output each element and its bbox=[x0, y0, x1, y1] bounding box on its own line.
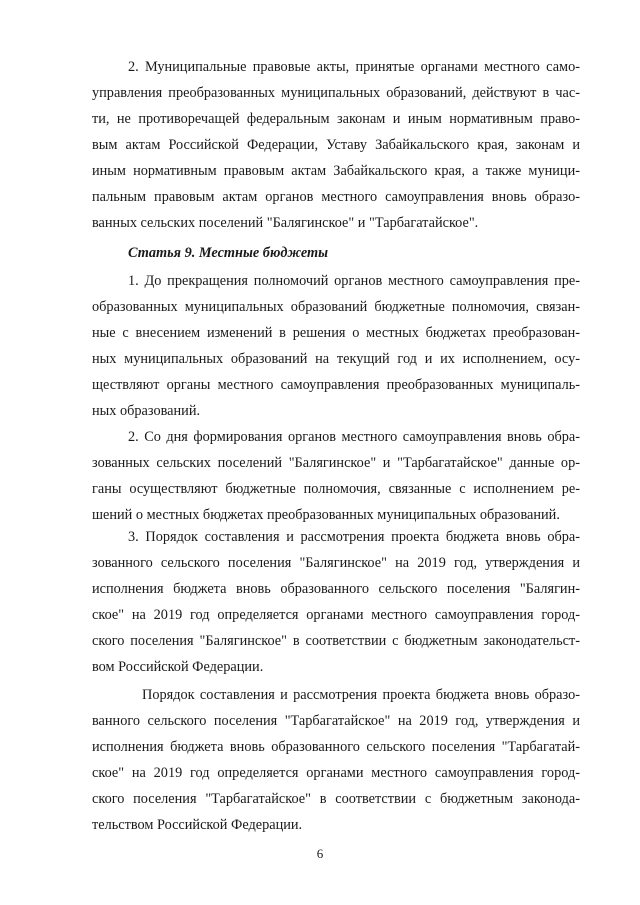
article-heading: Статья 9. Местные бюджеты bbox=[128, 245, 329, 261]
paragraph-line: ского поселения "Балягинское" в соответствии с бюджетным законодательст- bbox=[92, 633, 580, 649]
paragraph-line: ти, не противоречащей федеральным законам и иным нормативным право- bbox=[92, 111, 580, 127]
paragraph-tarbagataiskoe-budget bbox=[92, 682, 580, 838]
paragraph-line: 2. Муниципальные правовые акты, принятые органами местного само- bbox=[128, 59, 580, 75]
paragraph-line: исполнения бюджета вновь образованного сельского поселения "Тарбагатай- bbox=[92, 739, 580, 755]
paragraph-line: зованного сельского поселения "Балягинское" на 2019 год, утверждения и bbox=[92, 555, 580, 571]
paragraph-line: иным нормативным правовым актам Забайкальского края, а также муници- bbox=[92, 163, 580, 179]
paragraph-line: вым актам Российской Федерации, Уставу Забайкальского края, законам и bbox=[92, 137, 580, 153]
paragraph-line: ных муниципальных образований на текущий год и их исполнением, осу- bbox=[92, 351, 580, 367]
paragraph-line: 3. Порядок составления и рассмотрения проекта бюджета вновь обра- bbox=[128, 529, 580, 545]
paragraph-line: исполнения бюджета вновь образованного сельского поселения "Балягин- bbox=[92, 581, 580, 597]
paragraph-line: тельством Российской Федерации. bbox=[92, 817, 303, 833]
paragraph-line: ского поселения "Тарбагатайское" в соответствии с бюджетным законода- bbox=[92, 791, 580, 807]
paragraph-line: 1. До прекращения полномочий органов местного самоуправления пре- bbox=[128, 273, 580, 289]
paragraph-line: управления преобразованных муниципальных образований, действуют в час- bbox=[92, 85, 580, 101]
paragraph-line: 2. Со дня формирования органов местного самоуправления вновь обра- bbox=[128, 429, 580, 445]
paragraph-line: ные с внесением изменений в решения о местных бюджетах преобразован- bbox=[92, 325, 580, 341]
paragraph-line: ванного сельского поселения "Тарбагатайское" на 2019 год, утверждения и bbox=[92, 713, 580, 729]
paragraph-line: образованных муниципальных образований бюджетные полномочия, связан- bbox=[92, 299, 580, 315]
paragraph-budget-powers bbox=[92, 268, 580, 424]
paragraph-municipal-acts bbox=[92, 54, 580, 236]
paragraph-line: ское" на 2019 год определяется органами местного самоуправления город- bbox=[92, 607, 580, 623]
paragraph-line: зованных сельских поселений "Балягинское" и "Тарбагатайское" данные ор- bbox=[92, 455, 580, 471]
paragraph-new-bodies bbox=[92, 424, 580, 528]
paragraph-line: ных образований. bbox=[92, 403, 201, 419]
paragraph-line: ское" на 2019 год определяется органами местного самоуправления город- bbox=[92, 765, 580, 781]
paragraph-line: ганы осуществляют бюджетные полномочия, связанные с исполнением ре- bbox=[92, 481, 580, 497]
paragraph-line: ванных сельских поселений "Балягинское" и "Тарбагатайское". bbox=[92, 215, 479, 231]
paragraph-line: вом Российской Федерации. bbox=[92, 659, 264, 675]
paragraph-line: шений о местных бюджетах преобразованных муниципальных образований. bbox=[92, 507, 560, 523]
page-number: 6 bbox=[316, 846, 324, 861]
paragraph-line: ществляют органы местного самоуправления преобразованных муниципаль- bbox=[92, 377, 580, 393]
paragraph-line: Порядок составления и рассмотрения проекта бюджета вновь образо- bbox=[142, 687, 580, 703]
paragraph-balyaginskoe-budget bbox=[92, 524, 580, 680]
paragraph-line: пальным правовым актам органов местного самоуправления вновь образо- bbox=[92, 189, 580, 205]
